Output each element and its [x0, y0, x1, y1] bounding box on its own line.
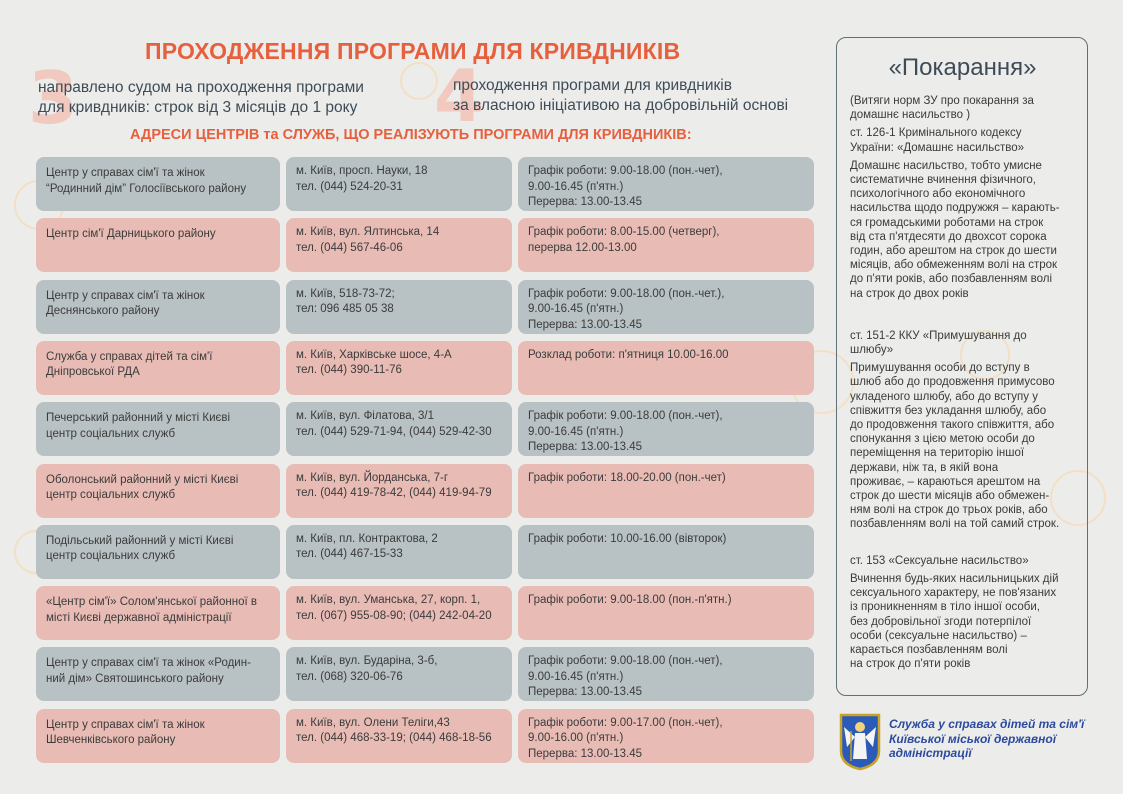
text-line: ся громадськими роботами на строк — [850, 216, 1044, 229]
text-line: спонукання з цією метою особи до — [850, 433, 1035, 446]
cell-line: тел. (044) 419-78-42, (044) 419-94-79 — [296, 487, 492, 499]
text-line: адміністрації — [889, 746, 972, 760]
cell-line: перерва 12.00-13.00 — [528, 241, 637, 254]
cell-line: Деснянського району — [46, 305, 160, 318]
cell-line: Графік роботи: 9.00-18.00 (пон.-чет), — [528, 655, 723, 668]
center-name-cell — [36, 464, 280, 518]
text-line: без добровільної згоди потерпілої — [850, 615, 1032, 628]
penalties-title: «Покарання» — [888, 54, 1037, 81]
text-line: сексуального характеру, не пов'язаних — [850, 587, 1057, 600]
text-line: до продовження такого співжиття, або — [850, 419, 1055, 432]
center-address-cell — [286, 218, 512, 272]
cell-line: Графік роботи: 10.00-16.00 (вівторок) — [528, 532, 727, 545]
cell-line: м. Київ, вул. Ялтинська, 14 — [296, 226, 440, 239]
cell-line: 9.00-16.45 (п'ятн.) — [528, 425, 624, 438]
center-address-cell — [286, 464, 512, 518]
option-2-line: за власною ініціативою на добровільній основі — [453, 97, 789, 114]
article-151-2-ref — [850, 329, 1075, 357]
cell-line: Графік роботи: 9.00-18.00 (пон.-чет), — [528, 165, 723, 177]
text-line: України: «Домашнє насильство» — [850, 141, 1025, 154]
cell-line: м. Київ, вул. Олени Теліги,43 — [296, 716, 450, 729]
center-address-cell — [286, 647, 512, 701]
text-line: укладеного шлюбу, або до вступу у — [850, 390, 1038, 403]
text-line: домашнє насильство ) — [850, 109, 971, 122]
center-name-cell — [36, 647, 280, 701]
center-name-cell — [36, 586, 280, 640]
text-line: співжиття без укладання шлюбу, або — [850, 404, 1047, 417]
center-address-cell — [286, 709, 512, 763]
cell-line: “Родинний дім” Голосіївського району — [46, 182, 247, 195]
center-name-cell — [36, 157, 280, 211]
center-name-cell — [36, 709, 280, 763]
page-title: ПРОХОДЖЕННЯ ПРОГРАМИ ДЛЯ КРИВДНИКІВ — [145, 38, 681, 64]
option-1-line: для кривдників: строк від 3 місяців до 1 року — [38, 99, 358, 116]
cell-line: Графік роботи: 18.00-20.00 (пон.-чет) — [528, 471, 726, 484]
text-line: насильства щодо подружжя – карають- — [850, 202, 1060, 215]
cell-line: Центр сім'ї Дарницького району — [46, 228, 216, 241]
article-126-1-ref — [850, 126, 1075, 154]
text-line: із проникненням в тіло іншої особи, — [850, 601, 1040, 614]
text-line: Вчинення будь-яких насильницьких дій — [850, 572, 1059, 585]
cell-line: м. Київ, вул. Філатова, 3/1 — [296, 410, 435, 423]
option-2-line: проходження програми для кривдників — [453, 77, 732, 94]
center-schedule-cell — [518, 586, 814, 640]
cell-line: Перерва: 13.00-13.45 — [528, 686, 643, 699]
cell-line: ний дім» Святошинського району — [46, 672, 224, 685]
text-line: ст. 153 «Сексуальне насильство» — [850, 554, 1029, 567]
option-1-number: 3 — [28, 56, 79, 140]
cell-line: місті Києві державної адміністрації — [46, 611, 232, 624]
cell-line: Перерва: 13.00-13.45 — [528, 747, 643, 760]
cell-line: Перерва: 13.00-13.45 — [528, 318, 643, 331]
cell-line: тел. (044) 524-20-31 — [296, 180, 403, 193]
cell-line: м. Київ, просп. Науки, 18 — [296, 165, 428, 177]
cell-line: тел. (044) 390-11-76 — [296, 364, 402, 377]
text-line: строк до шести місяців або обмежен- — [850, 490, 1050, 503]
cell-line: центр соціальних служб — [46, 550, 176, 563]
text-line: позбавленням волі на той самий строк. — [850, 518, 1060, 531]
cell-line: тел. (044) 529-71-94, (044) 529-42-30 — [296, 425, 492, 438]
article-153-ref — [850, 554, 1075, 568]
cell-line: Центр у справах сім'ї та жінок — [46, 167, 205, 179]
text-line: карається позбавленням волі — [850, 643, 1008, 656]
cell-line: тел. (044) 567-46-06 — [296, 241, 403, 254]
center-schedule-cell — [518, 157, 814, 211]
kyiv-coat-of-arms-icon — [839, 713, 881, 771]
cell-line: м. Київ, вул. Йорданська, 7-г — [296, 471, 449, 484]
cell-line: Перерва: 13.00-13.45 — [528, 441, 643, 454]
text-line: до п'яти років, або позбавленням волі — [850, 273, 1053, 286]
text-line: Служба у справах дітей та сім'ї — [889, 717, 1085, 731]
text-line: шлюбу» — [850, 344, 894, 357]
cell-line: Печерський районний у місті Києві — [46, 412, 231, 425]
article-153-text — [850, 572, 1075, 671]
cell-line: центр соціальних служб — [46, 427, 176, 440]
option-1-line: направлено судом на проходження програми — [38, 79, 364, 96]
option-1-text — [38, 78, 418, 118]
cell-line: тел. (067) 955-08-90; (044) 242-04-20 — [296, 609, 492, 622]
cell-line: м. Київ, 518-73-72; — [296, 287, 395, 300]
center-schedule-cell — [518, 525, 814, 579]
addresses-heading: АДРЕСИ ЦЕНТРІВ та СЛУЖБ, ЩО РЕАЛІЗУЮТЬ ПРОГРАМИ ДЛЯ КРИВДНИКІВ: — [130, 127, 692, 143]
center-name-cell — [36, 402, 280, 456]
cell-line: Розклад роботи: п'ятниця 10.00-16.00 — [528, 348, 729, 361]
cell-line: Служба у справах дітей та сім'ї — [46, 350, 213, 363]
cell-line: Центр у справах сім'ї та жінок — [46, 289, 205, 302]
text-line: психологічного або економічного — [850, 188, 1026, 201]
center-name-cell — [36, 280, 280, 334]
article-151-2-text — [850, 361, 1075, 531]
text-line: ст. 151-2 ККУ «Примушування до — [850, 329, 1027, 342]
cell-line: Шевченківського району — [46, 734, 176, 747]
penalties-panel — [836, 37, 1088, 696]
text-line: Примушування особи до вступу в — [850, 362, 1030, 375]
center-schedule-cell — [518, 709, 814, 763]
center-schedule-cell — [518, 402, 814, 456]
text-line: ст. 126-1 Кримінального кодексу — [850, 127, 1022, 140]
text-line: (Витяги норм ЗУ про покарання за — [850, 95, 1034, 107]
center-address-cell — [286, 280, 512, 334]
cell-line: Графік роботи: 9.00-17.00 (пон.-чет), — [528, 716, 723, 729]
text-line: проживає, – караються арештом на — [850, 475, 1041, 488]
center-schedule-cell — [518, 280, 814, 334]
cell-line: Дніпровської РДА — [46, 366, 140, 379]
cell-line: тел: 096 485 05 38 — [296, 303, 394, 316]
center-name-cell — [36, 341, 280, 395]
cell-line: Графік роботи: 9.00-18.00 (пон.-п'ятн.) — [528, 594, 732, 607]
organization-name — [889, 717, 1099, 761]
text-line: особи (сексуальне насильство) – — [850, 629, 1027, 642]
cell-line: 9.00-16.45 (п'ятн.) — [528, 670, 624, 683]
text-line: годин, або арештом на строк до шести — [850, 245, 1057, 258]
cell-line: тел. (044) 467-15-33 — [296, 548, 403, 561]
penalties-intro — [850, 94, 1075, 122]
cell-line: Графік роботи: 9.00-18.00 (пон.-чет), — [528, 410, 723, 423]
center-address-cell — [286, 525, 512, 579]
article-126-1-text — [850, 159, 1075, 301]
center-address-cell — [286, 402, 512, 456]
text-line: від ста п'ятдесяти до двохсот сорока — [850, 230, 1047, 243]
text-line: систематичне вчинення фізичного, — [850, 174, 1036, 187]
center-address-cell — [286, 586, 512, 640]
cell-line: м. Київ, Харківське шосе, 4-А — [296, 348, 452, 361]
option-2-text — [453, 76, 823, 116]
center-name-cell — [36, 218, 280, 272]
cell-line: Подільський районний у місті Києві — [46, 534, 234, 547]
cell-line: м. Київ, пл. Контрактова, 2 — [296, 532, 438, 545]
center-schedule-cell — [518, 341, 814, 395]
cell-line: тел. (068) 320-06-76 — [296, 670, 403, 683]
cell-line: «Центр сім'ї» Солом'янської районної в — [46, 596, 257, 609]
text-line: держави, ніж та, в якій вона — [850, 461, 999, 474]
cell-line: Графік роботи: 9.00-18.00 (пон.-чет.), — [528, 287, 725, 300]
cell-line: Центр у справах сім'ї та жінок «Родин- — [46, 657, 251, 670]
center-address-cell — [286, 341, 512, 395]
cell-line: Перерва: 13.00-13.45 — [528, 196, 643, 208]
center-schedule-cell — [518, 218, 814, 272]
center-name-cell — [36, 525, 280, 579]
cell-line: Графік роботи: 8.00-15.00 (четверг), — [528, 226, 720, 239]
text-line: Київської міської державної — [889, 731, 1057, 746]
cell-line: м. Київ, вул. Бударіна, 3-б, — [296, 655, 438, 668]
cell-line: 9.00-16.45 (п'ятн.) — [528, 303, 624, 316]
cell-line: центр соціальних служб — [46, 489, 176, 501]
text-line: Домашнє насильство, тобто умисне — [850, 159, 1042, 172]
center-schedule-cell — [518, 464, 814, 518]
cell-line: 9.00-16.00 (п'ятн.) — [528, 732, 624, 745]
cell-line: 9.00-16.45 (п'ятн.) — [528, 180, 624, 193]
option-2-number: 4 — [434, 54, 485, 138]
text-line: шлюб або до продовження примусово — [850, 376, 1055, 389]
text-line: на строк до двох років — [850, 287, 969, 300]
center-schedule-cell — [518, 647, 814, 701]
cell-line: м. Київ, вул. Уманська, 27, корп. 1, — [296, 594, 481, 607]
cell-line: Центр у справах сім'ї та жінок — [46, 718, 205, 731]
text-line: місяців, або обмеженням волі на строк — [850, 259, 1058, 272]
text-line: на строк до п'яти років — [850, 658, 971, 671]
text-line: ням волі на строк до трьох років, або — [850, 504, 1048, 517]
text-line: переміщення на територію іншої — [850, 447, 1025, 460]
cell-line: Оболонський районний у місті Києві — [46, 473, 239, 486]
center-address-cell — [286, 157, 512, 211]
cell-line: тел. (044) 468-33-19; (044) 468-18-56 — [296, 732, 492, 745]
